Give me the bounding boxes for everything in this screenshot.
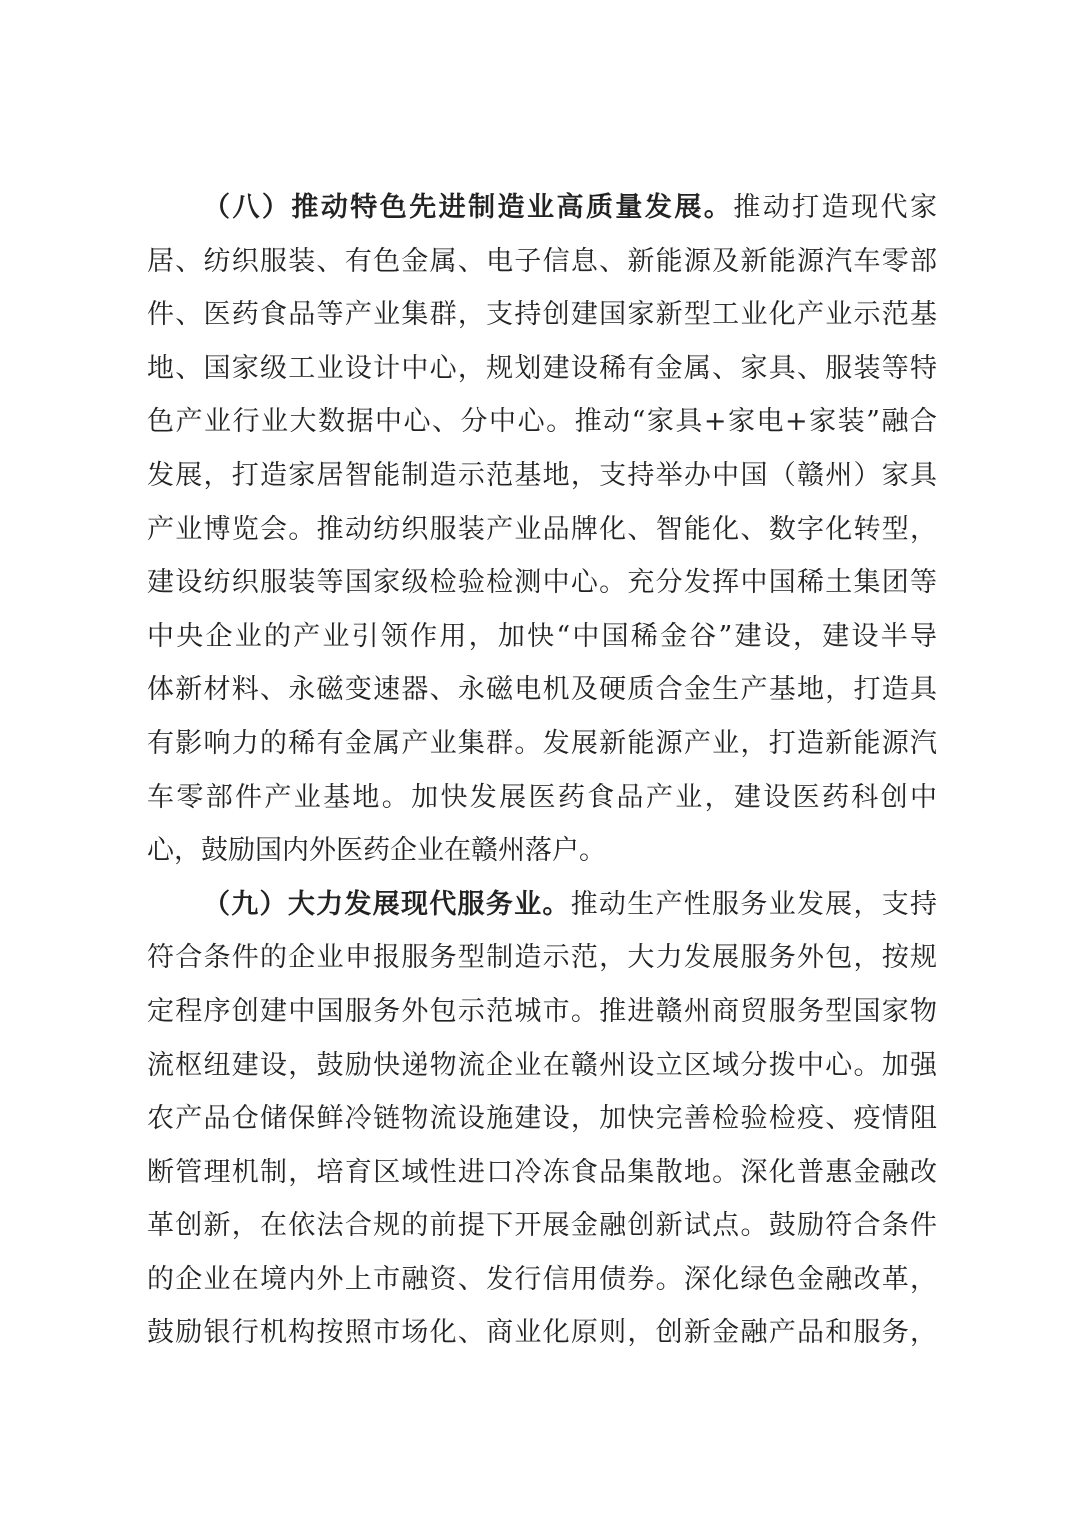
paragraph-line: 地、国家级工业设计中心，规划建设稀有金属、家具、服装等特 xyxy=(147,352,937,384)
paragraph-line: 产业博览会。推动纺织服装产业品牌化、智能化、数字化转型， xyxy=(147,513,937,545)
paragraph-line: 色产业行业大数据中心、分中心。推动“家具+家电+家装”融合 xyxy=(147,406,937,438)
section-heading: （八）推动特色先进制造业高质量发展。 xyxy=(203,192,734,223)
paragraph-line: 革创新，在依法合规的前提下开展金融创新试点。鼓励符合条件 xyxy=(147,1210,937,1242)
section-heading: （九）大力发展现代服务业。 xyxy=(203,888,571,920)
paragraph-line: 车零部件产业基地。加快发展医药食品产业，建设医药科创中 xyxy=(147,781,937,813)
paragraph-line: 体新材料、永磁变速器、永磁电机及硬质合金生产基地，打造具 xyxy=(147,674,937,706)
paragraph-line xyxy=(147,878,937,932)
paragraph-line: 鼓励银行机构按照市场化、商业化原则，创新金融产品和服务， xyxy=(147,1317,937,1349)
paragraph-text: 推动生产性服务业发展，支持 xyxy=(570,888,937,920)
paragraph-line: 的企业在境内外上市融资、发行信用债券。深化绿色金融改革， xyxy=(147,1263,937,1295)
paragraph-text: 推动打造现代家 xyxy=(733,192,937,223)
paragraph-line: 有影响力的稀有金属产业集群。发展新能源产业，打造新能源汽 xyxy=(147,727,937,759)
body-text xyxy=(147,181,937,1360)
paragraph-line: 件、医药食品等产业集群，支持创建国家新型工业化产业示范基 xyxy=(147,299,937,331)
paragraph-line: 符合条件的企业申报服务型制造示范，大力发展服务外包，按规 xyxy=(147,942,937,974)
paragraph-line: 发展，打造家居智能制造示范基地，支持举办中国（赣州）家具 xyxy=(147,459,937,491)
paragraph-line: 中央企业的产业引领作用，加快“中国稀金谷”建设，建设半导 xyxy=(147,620,937,652)
paragraph-line: 农产品仓储保鲜冷链物流设施建设，加快完善检验检疫、疫情阻 xyxy=(147,1103,937,1135)
paragraph-line: 建设纺织服装等国家级检验检测中心。充分发挥中国稀土集团等 xyxy=(147,567,937,599)
paragraph-line: 居、纺织服装、有色金属、电子信息、新能源及新能源汽车零部 xyxy=(147,245,937,277)
paragraph-line: 定程序创建中国服务外包示范城市。推进赣州商贸服务型国家物 xyxy=(147,995,937,1027)
paragraph-line xyxy=(147,181,937,235)
paragraph-line: 心，鼓励国内外医药企业在赣州落户。 xyxy=(147,835,606,867)
paragraph-line: 流枢纽建设，鼓励快递物流企业在赣州设立区域分拨中心。加强 xyxy=(147,1049,937,1081)
paragraph-line: 断管理机制，培育区域性进口冷冻食品集散地。深化普惠金融改 xyxy=(147,1156,937,1188)
